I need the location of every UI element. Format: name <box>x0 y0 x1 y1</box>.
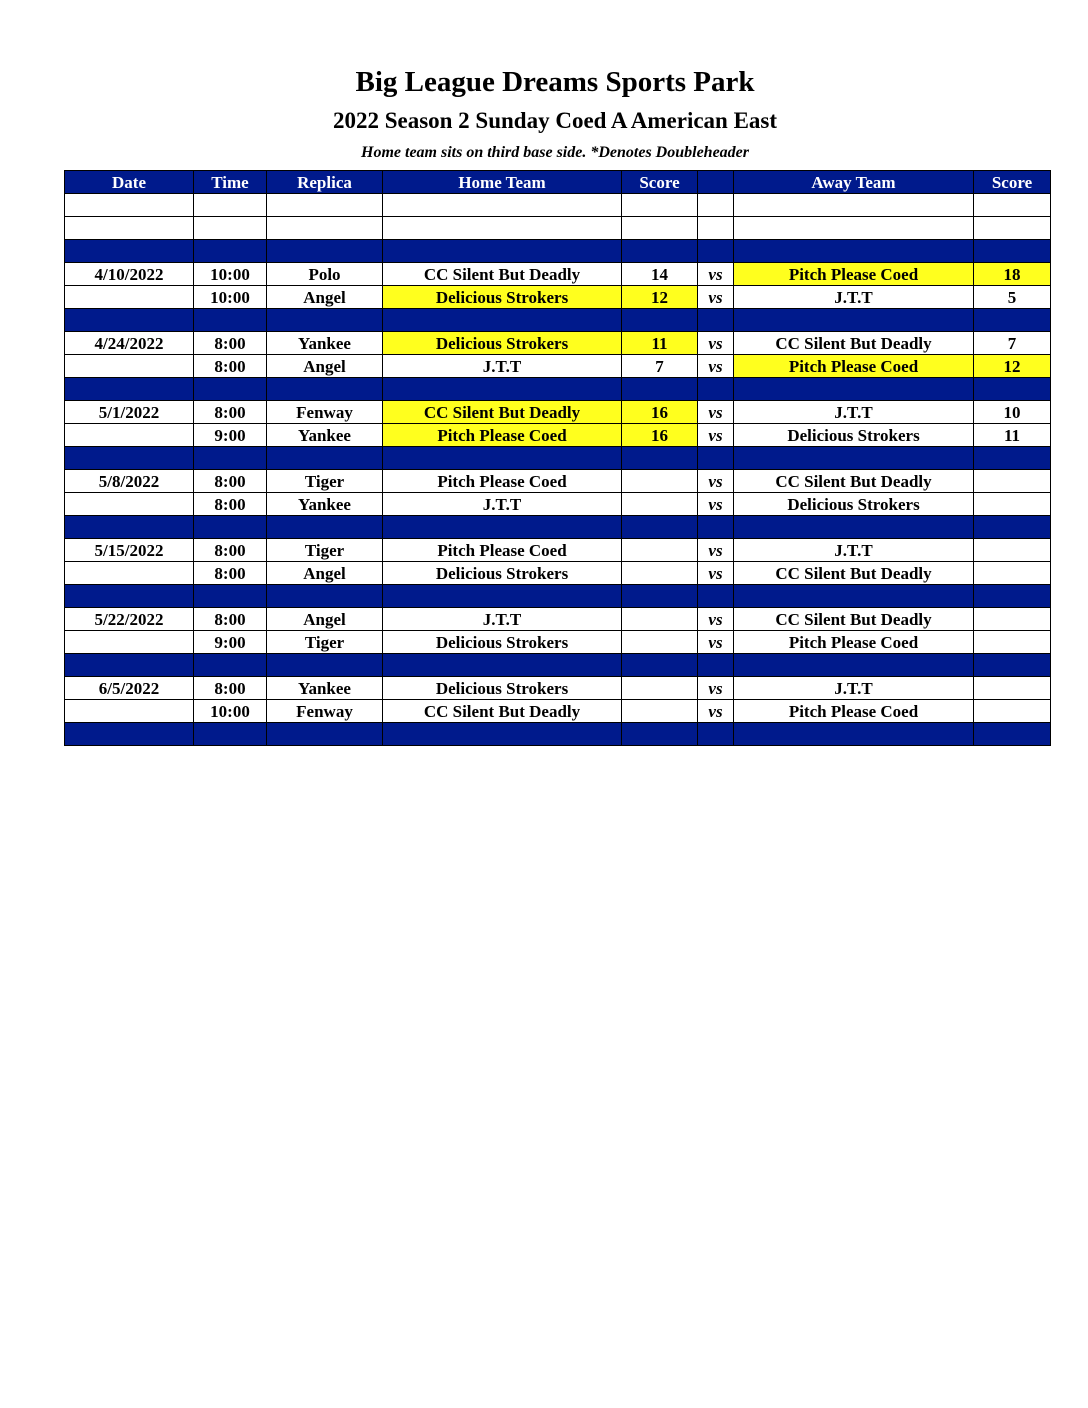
home-team-cell <box>383 194 622 217</box>
vs-cell: vs <box>698 608 734 631</box>
home-score-cell: 16 <box>622 401 698 424</box>
replica-cell: Yankee <box>267 493 383 516</box>
game-row <box>65 355 1051 378</box>
time-cell <box>194 194 267 217</box>
time-cell: 10:00 <box>194 700 267 723</box>
game-row <box>65 263 1051 286</box>
home-team-cell <box>383 516 622 539</box>
vs-cell: vs <box>698 539 734 562</box>
home-score-cell: 11 <box>622 332 698 355</box>
vs-cell <box>698 585 734 608</box>
game-row <box>65 424 1051 447</box>
away-score-cell <box>974 631 1051 654</box>
home-score-cell <box>622 217 698 240</box>
date-cell <box>65 654 194 677</box>
time-cell <box>194 378 267 401</box>
time-cell <box>194 447 267 470</box>
away-team-cell <box>734 516 974 539</box>
game-row <box>65 401 1051 424</box>
away-score-cell <box>974 493 1051 516</box>
replica-cell: Yankee <box>267 332 383 355</box>
game-row <box>65 332 1051 355</box>
home-team-cell <box>383 654 622 677</box>
time-cell <box>194 309 267 332</box>
date-cell: 5/22/2022 <box>65 608 194 631</box>
vs-cell: vs <box>698 631 734 654</box>
home-score-cell <box>622 700 698 723</box>
away-team-cell: Pitch Please Coed <box>734 700 974 723</box>
col-header-replica: Replica <box>267 171 383 194</box>
replica-cell: Yankee <box>267 424 383 447</box>
separator-row <box>65 723 1051 746</box>
home-score-cell <box>622 447 698 470</box>
separator-row <box>65 585 1051 608</box>
time-cell: 8:00 <box>194 562 267 585</box>
game-row <box>65 677 1051 700</box>
time-cell: 8:00 <box>194 355 267 378</box>
home-score-cell <box>622 194 698 217</box>
away-team-cell <box>734 723 974 746</box>
away-team-cell <box>734 194 974 217</box>
away-score-cell: 18 <box>974 263 1051 286</box>
page-subtitle: 2022 Season 2 Sunday Coed A American East <box>332 108 778 133</box>
vs-cell <box>698 217 734 240</box>
home-score-cell <box>622 631 698 654</box>
home-score-cell: 14 <box>622 263 698 286</box>
game-row <box>65 700 1051 723</box>
date-cell: 4/10/2022 <box>65 263 194 286</box>
time-cell: 8:00 <box>194 608 267 631</box>
away-team-cell: J.T.T <box>734 677 974 700</box>
time-cell: 10:00 <box>194 286 267 309</box>
home-team-cell: Delicious Strokers <box>383 562 622 585</box>
vs-cell: vs <box>698 424 734 447</box>
home-score-cell <box>622 309 698 332</box>
away-team-cell: Delicious Strokers <box>734 493 974 516</box>
home-team-cell <box>383 723 622 746</box>
away-team-cell: J.T.T <box>734 539 974 562</box>
home-score-cell <box>622 608 698 631</box>
blank-row <box>65 217 1051 240</box>
away-team-cell: Delicious Strokers <box>734 424 974 447</box>
home-team-cell: Delicious Strokers <box>383 286 622 309</box>
away-score-cell <box>974 309 1051 332</box>
home-team-cell: CC Silent But Deadly <box>383 263 622 286</box>
home-score-cell <box>622 654 698 677</box>
replica-cell <box>267 447 383 470</box>
game-row <box>65 562 1051 585</box>
away-team-cell: CC Silent But Deadly <box>734 470 974 493</box>
vs-cell: vs <box>698 286 734 309</box>
home-team-cell: Delicious Strokers <box>383 677 622 700</box>
home-team-cell <box>383 217 622 240</box>
replica-cell <box>267 585 383 608</box>
vs-cell <box>698 240 734 263</box>
away-team-cell <box>734 447 974 470</box>
time-cell: 8:00 <box>194 677 267 700</box>
away-score-cell: 12 <box>974 355 1051 378</box>
away-team-cell <box>734 654 974 677</box>
home-score-cell: 12 <box>622 286 698 309</box>
away-team-cell <box>734 378 974 401</box>
game-row <box>65 539 1051 562</box>
date-cell: 5/8/2022 <box>65 470 194 493</box>
blank-row <box>65 194 1051 217</box>
col-header-time: Time <box>194 171 267 194</box>
home-score-cell <box>622 378 698 401</box>
date-cell <box>65 194 194 217</box>
home-team-cell: Pitch Please Coed <box>383 470 622 493</box>
header-row <box>65 171 1051 194</box>
home-score-cell <box>622 240 698 263</box>
time-cell: 8:00 <box>194 539 267 562</box>
vs-cell <box>698 447 734 470</box>
away-score-cell <box>974 562 1051 585</box>
date-cell <box>65 217 194 240</box>
home-team-cell: CC Silent But Deadly <box>383 401 622 424</box>
game-row <box>65 631 1051 654</box>
time-cell: 10:00 <box>194 263 267 286</box>
home-team-cell <box>383 309 622 332</box>
away-score-cell: 5 <box>974 286 1051 309</box>
separator-row <box>65 378 1051 401</box>
home-score-cell <box>622 723 698 746</box>
replica-cell: Tiger <box>267 631 383 654</box>
date-cell <box>65 424 194 447</box>
home-score-cell <box>622 585 698 608</box>
away-team-cell: Pitch Please Coed <box>734 631 974 654</box>
schedule-note: Home team sits on third base side. *Denotes Doubleheader <box>361 144 749 161</box>
date-cell <box>65 631 194 654</box>
date-cell <box>65 723 194 746</box>
home-team-cell: CC Silent But Deadly <box>383 700 622 723</box>
time-cell: 8:00 <box>194 332 267 355</box>
home-score-cell <box>622 493 698 516</box>
time-cell <box>194 516 267 539</box>
home-team-cell: Pitch Please Coed <box>383 539 622 562</box>
home-team-cell <box>383 447 622 470</box>
time-cell: 8:00 <box>194 493 267 516</box>
col-header-away-team: Away Team <box>734 171 974 194</box>
vs-cell: vs <box>698 700 734 723</box>
vs-cell: vs <box>698 677 734 700</box>
game-row <box>65 493 1051 516</box>
time-cell <box>194 217 267 240</box>
vs-cell <box>698 378 734 401</box>
col-header-date: Date <box>65 171 194 194</box>
vs-cell: vs <box>698 470 734 493</box>
home-score-cell <box>622 539 698 562</box>
replica-cell <box>267 194 383 217</box>
date-cell <box>65 309 194 332</box>
schedule-body <box>65 194 1051 746</box>
away-score-cell: 10 <box>974 401 1051 424</box>
away-team-cell: Pitch Please Coed <box>734 355 974 378</box>
away-team-cell <box>734 217 974 240</box>
replica-cell <box>267 723 383 746</box>
away-score-cell <box>974 700 1051 723</box>
replica-cell: Polo <box>267 263 383 286</box>
date-cell: 5/15/2022 <box>65 539 194 562</box>
home-score-cell: 16 <box>622 424 698 447</box>
replica-cell: Fenway <box>267 401 383 424</box>
replica-cell <box>267 378 383 401</box>
away-team-cell <box>734 309 974 332</box>
date-cell <box>65 493 194 516</box>
replica-cell: Angel <box>267 608 383 631</box>
vs-cell <box>698 654 734 677</box>
home-score-cell <box>622 516 698 539</box>
game-row <box>65 286 1051 309</box>
home-team-cell <box>383 378 622 401</box>
vs-cell: vs <box>698 263 734 286</box>
home-team-cell: Delicious Strokers <box>383 332 622 355</box>
date-cell: 5/1/2022 <box>65 401 194 424</box>
date-cell <box>65 240 194 263</box>
vs-cell <box>698 309 734 332</box>
vs-cell <box>698 194 734 217</box>
away-score-cell <box>974 516 1051 539</box>
away-score-cell <box>974 585 1051 608</box>
date-cell <box>65 447 194 470</box>
vs-cell: vs <box>698 562 734 585</box>
home-score-cell <box>622 470 698 493</box>
col-header-vs <box>698 171 734 194</box>
date-cell <box>65 378 194 401</box>
time-cell: 9:00 <box>194 631 267 654</box>
date-cell <box>65 562 194 585</box>
away-score-cell <box>974 677 1051 700</box>
date-cell <box>65 355 194 378</box>
time-cell: 8:00 <box>194 401 267 424</box>
home-team-cell <box>383 240 622 263</box>
date-cell <box>65 286 194 309</box>
replica-cell <box>267 240 383 263</box>
time-cell: 9:00 <box>194 424 267 447</box>
away-score-cell <box>974 470 1051 493</box>
away-team-cell <box>734 240 974 263</box>
away-score-cell: 11 <box>974 424 1051 447</box>
game-row <box>65 608 1051 631</box>
away-team-cell: CC Silent But Deadly <box>734 562 974 585</box>
page-title: Big League Dreams Sports Park <box>355 66 755 98</box>
date-cell: 6/5/2022 <box>65 677 194 700</box>
replica-cell: Angel <box>267 355 383 378</box>
replica-cell <box>267 309 383 332</box>
home-team-cell: J.T.T <box>383 493 622 516</box>
col-header-away-score: Score <box>974 171 1051 194</box>
replica-cell: Angel <box>267 562 383 585</box>
away-team-cell: CC Silent But Deadly <box>734 608 974 631</box>
away-team-cell: Pitch Please Coed <box>734 263 974 286</box>
game-row <box>65 470 1051 493</box>
replica-cell: Angel <box>267 286 383 309</box>
vs-cell <box>698 516 734 539</box>
time-cell <box>194 585 267 608</box>
replica-cell <box>267 217 383 240</box>
vs-cell <box>698 723 734 746</box>
time-cell <box>194 240 267 263</box>
schedule-table <box>64 170 1051 746</box>
date-cell <box>65 516 194 539</box>
time-cell <box>194 723 267 746</box>
away-team-cell: J.T.T <box>734 286 974 309</box>
away-score-cell <box>974 654 1051 677</box>
home-score-cell: 7 <box>622 355 698 378</box>
vs-cell: vs <box>698 493 734 516</box>
home-team-cell <box>383 585 622 608</box>
home-team-cell: J.T.T <box>383 355 622 378</box>
separator-row <box>65 654 1051 677</box>
away-score-cell <box>974 240 1051 263</box>
away-score-cell <box>974 723 1051 746</box>
away-score-cell <box>974 539 1051 562</box>
date-cell <box>65 700 194 723</box>
col-header-home-team: Home Team <box>383 171 622 194</box>
away-team-cell <box>734 585 974 608</box>
replica-cell: Tiger <box>267 470 383 493</box>
home-team-cell: Delicious Strokers <box>383 631 622 654</box>
replica-cell: Yankee <box>267 677 383 700</box>
col-header-home-score: Score <box>622 171 698 194</box>
vs-cell: vs <box>698 401 734 424</box>
separator-row <box>65 516 1051 539</box>
away-score-cell <box>974 378 1051 401</box>
away-score-cell: 7 <box>974 332 1051 355</box>
away-team-cell: J.T.T <box>734 401 974 424</box>
home-score-cell <box>622 562 698 585</box>
time-cell: 8:00 <box>194 470 267 493</box>
replica-cell <box>267 654 383 677</box>
separator-row <box>65 240 1051 263</box>
home-team-cell: J.T.T <box>383 608 622 631</box>
away-score-cell <box>974 447 1051 470</box>
vs-cell: vs <box>698 355 734 378</box>
home-team-cell: Pitch Please Coed <box>383 424 622 447</box>
separator-row <box>65 309 1051 332</box>
away-score-cell <box>974 217 1051 240</box>
replica-cell: Fenway <box>267 700 383 723</box>
away-team-cell: CC Silent But Deadly <box>734 332 974 355</box>
away-score-cell <box>974 608 1051 631</box>
time-cell <box>194 654 267 677</box>
vs-cell: vs <box>698 332 734 355</box>
date-cell: 4/24/2022 <box>65 332 194 355</box>
replica-cell <box>267 516 383 539</box>
replica-cell: Tiger <box>267 539 383 562</box>
separator-row <box>65 447 1051 470</box>
away-score-cell <box>974 194 1051 217</box>
home-score-cell <box>622 677 698 700</box>
date-cell <box>65 585 194 608</box>
